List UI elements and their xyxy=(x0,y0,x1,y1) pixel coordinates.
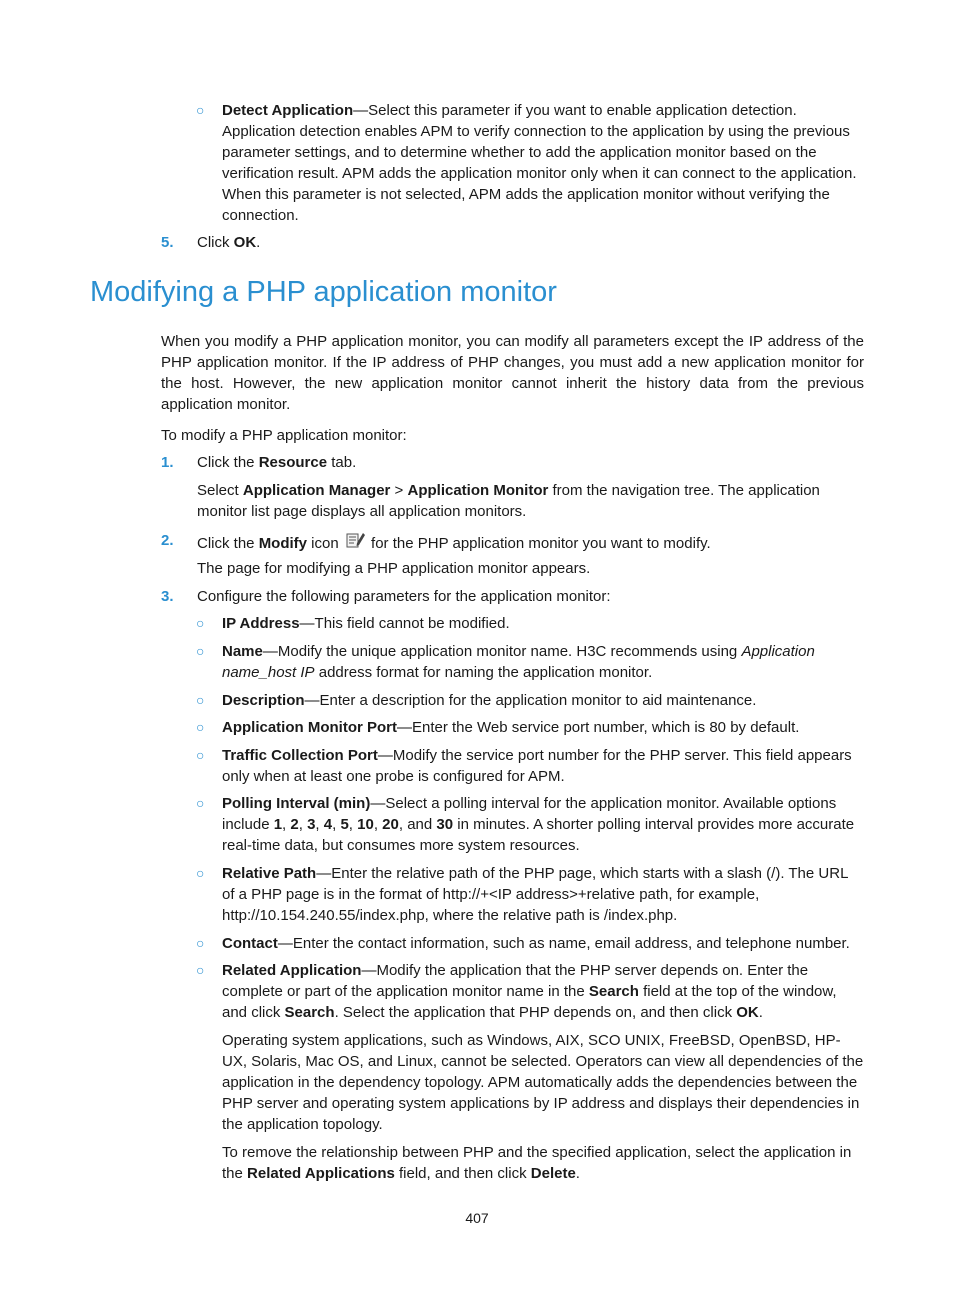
bullet-icon: ○ xyxy=(196,935,205,951)
ui-label: Modify xyxy=(258,535,308,552)
param-term: Relative Path xyxy=(222,865,317,882)
os-applications-note: Operating system applications, such as Windows, AIX, SCO UNIX, FreeBSD, OpenBSD, HP-UX, Solaris, Mac OS, and Linux, cannot be selected. Operators can view all dependencies of the application in the dependency topology. APM automatically adds the dependencies between the PHP server and operating system applications by IP address and displays their dependencies in the application topology. xyxy=(222,1032,864,1133)
param-traffic-collection-port: ○ Traffic Collection Port—Modify the service port number for the PHP server. This field appears only when at least one probe is configured for APM. xyxy=(196,747,852,785)
param-application-monitor-port: ○ Application Monitor Port—Enter the Web service port number, which is 80 by default. xyxy=(196,719,800,736)
modify-icon xyxy=(345,530,365,550)
step-5: 5. Click OK. xyxy=(161,234,261,251)
step-3: 3. Configure the following parameters for the application monitor: xyxy=(161,588,611,605)
param-contact: ○ Contact—Enter the contact information, such as name, email address, and telephone number. xyxy=(196,935,850,952)
param-term: Detect Application xyxy=(222,102,354,119)
param-name: ○ Name—Modify the unique application monitor name. H3C recommends using Application name_host IP address format for naming the application monitor. xyxy=(196,643,815,681)
bullet-icon: ○ xyxy=(196,692,205,708)
step-number: 2. xyxy=(161,532,174,549)
ui-label: Application Monitor xyxy=(407,482,549,499)
param-term: Traffic Collection Port xyxy=(222,747,378,764)
param-term: IP Address xyxy=(222,615,300,632)
procedure-lead: To modify a PHP application monitor: xyxy=(161,427,407,444)
bullet-icon: ○ xyxy=(196,643,205,659)
param-term: Description xyxy=(222,692,305,709)
param-detect-application xyxy=(196,100,864,226)
bullet-icon: ○ xyxy=(196,747,205,763)
bullet-icon: ○ xyxy=(196,719,205,735)
page-number: 407 xyxy=(465,1210,489,1226)
step-2: 2. Click the Modify icon for the PHP application monitor you want to modify. xyxy=(161,532,711,552)
step-number: 5. xyxy=(161,234,174,251)
param-term: Polling Interval (min) xyxy=(222,795,371,812)
param-related-application: ○ Related Application—Modify the application that the PHP server depends on. Enter the complete or part of the application monitor name in the Search field at the top of the window, and click Search. Select the application that PHP depends on, and then click OK. xyxy=(196,962,837,1021)
step-2-detail: The page for modifying a PHP application monitor appears. xyxy=(197,560,591,577)
param-relative-path: ○ Relative Path—Enter the relative path of the PHP page, which starts with a slash (/). The URL of a PHP page is in the format of http://+<IP address>+relative path, for example, http://10.154.240.55/index.php, where the relative path is /index.php. xyxy=(196,865,848,924)
ui-label: Application Manager xyxy=(242,482,391,499)
param-term: Related Application xyxy=(222,962,362,979)
param-ip-address: ○ IP Address—This field cannot be modified. xyxy=(196,615,510,632)
param-description: ○ Description—Enter a description for the application monitor to aid maintenance. xyxy=(196,692,757,709)
param-desc: —Select this parameter if you want to enable application detection. Application detection enables APM to verify connection to the application by using the previous parameter settings, and to determine whether to add the application monitor based on the verification result. APM adds the application monitor only when it can connect to the application. When this parameter is not selected, APM adds the application monitor without verifying the connection. xyxy=(222,102,857,224)
param-term: Contact xyxy=(222,935,278,952)
param-term: Application Monitor Port xyxy=(222,719,397,736)
bullet-icon: ○ xyxy=(196,615,205,631)
param-polling-interval: ○ Polling Interval (min)—Select a polling interval for the application monitor. Available options include 1, 2, 3, 4, 5, 10, 20, and 30 in minutes. A shorter polling interval provides more accurate real-time data, but consumes more system resources. xyxy=(196,795,855,854)
ui-label: OK xyxy=(233,234,257,251)
bullet-icon: ○ xyxy=(196,962,205,978)
intro-paragraph: When you modify a PHP application monitor, you can modify all parameters except the IP address of the PHP application monitor. If the IP address of PHP changes, you must add a new application monitor for the host. However, the new application monitor cannot inherit the history data from the previous application monitor. xyxy=(161,333,864,413)
step-1-detail: Select Application Manager > Application Monitor from the navigation tree. The application monitor list page displays all application monitors. xyxy=(197,482,820,520)
bullet-icon: ○ xyxy=(196,865,205,881)
remove-relationship-note: To remove the relationship between PHP and the specified application, select the application in the Related Applications field, and then click Delete. xyxy=(222,1144,852,1182)
step-number: 1. xyxy=(161,454,174,471)
bullet-icon: ○ xyxy=(196,102,205,118)
bullet-icon: ○ xyxy=(196,795,205,811)
ui-label: Resource xyxy=(258,454,328,471)
step-1: 1. Click the Resource tab. xyxy=(161,454,357,471)
section-heading: Modifying a PHP application monitor xyxy=(90,276,557,308)
param-term: Name xyxy=(222,643,263,660)
step-number: 3. xyxy=(161,588,174,605)
